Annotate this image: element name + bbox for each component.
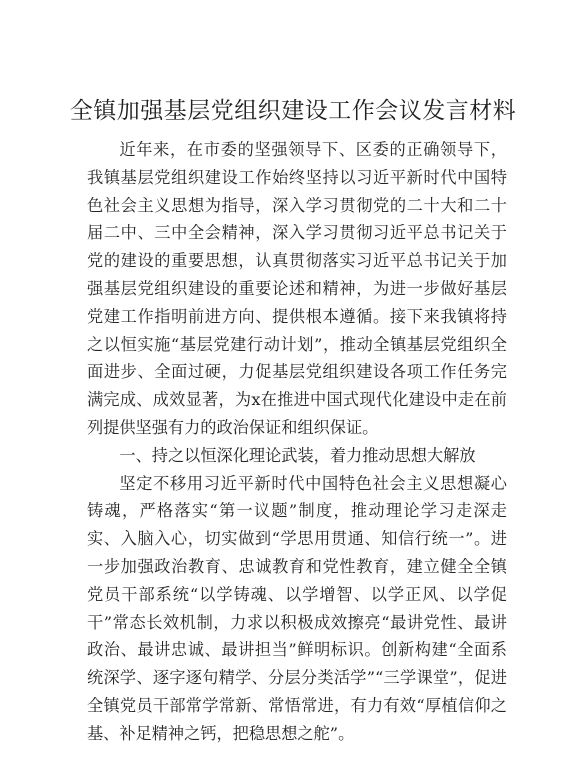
document-title: 全镇加强基层党组织建设工作会议发言材料: [69, 98, 517, 124]
section-heading-1: 一、持之以恒深化理论武装，着力推动思想大解放: [119, 445, 476, 465]
section-1-paragraph: 坚定不移用习近平新时代中国特色社会主义思想凝心铸魂，严格落实“第一议题”制度，推动理论学习走深走实、入脑入心，切实做到“学思用贯通、知信行统一”。进一步加强政治教育、忠诚教育和党性教育，建立健全全镇党员干部系统“以学铸魂、以学增智、以学正风、以学促干”常态长效机制，力求以积极成效擦亮“最讲党性、最讲政治、最讲忠诚、最讲担当”鲜明标识。创新构建“全面系统深学、逐字逐句精学、分层分类活学”“三学课堂”，促进全镇党员干部常学常新、常悟常进，有力有效“厚植信仰之基、补足精神之钙，把稳思想之舵”。: [87, 473, 507, 743]
intro-paragraph: 近年来，在市委的坚强领导下、区委的正确领导下，我镇基层党组织建设工作始终坚持以习近平新时代中国特色社会主义思想为指导，深入学习贯彻党的二十大和二十届二中、三中全会精神，深入学习贯彻习近平总书记关于党的建设的重要思想，认真贯彻落实习近平总书记关于加强基层党组织建设的重要论述和精神，为进一步做好基层党建工作指明前进方向、提供根本遵循。接下来我镇将持之以恒实施“基层党建行动计划”，推动全镇基层党组织全面进步、全面过硬，力促基层党组织建设各项工作任务完满完成、成效显著，为x在推进中国式现代化建设中走在前列提供坚强有力的政治保证和组织保证。: [87, 140, 507, 437]
document-body: [87, 136, 507, 748]
